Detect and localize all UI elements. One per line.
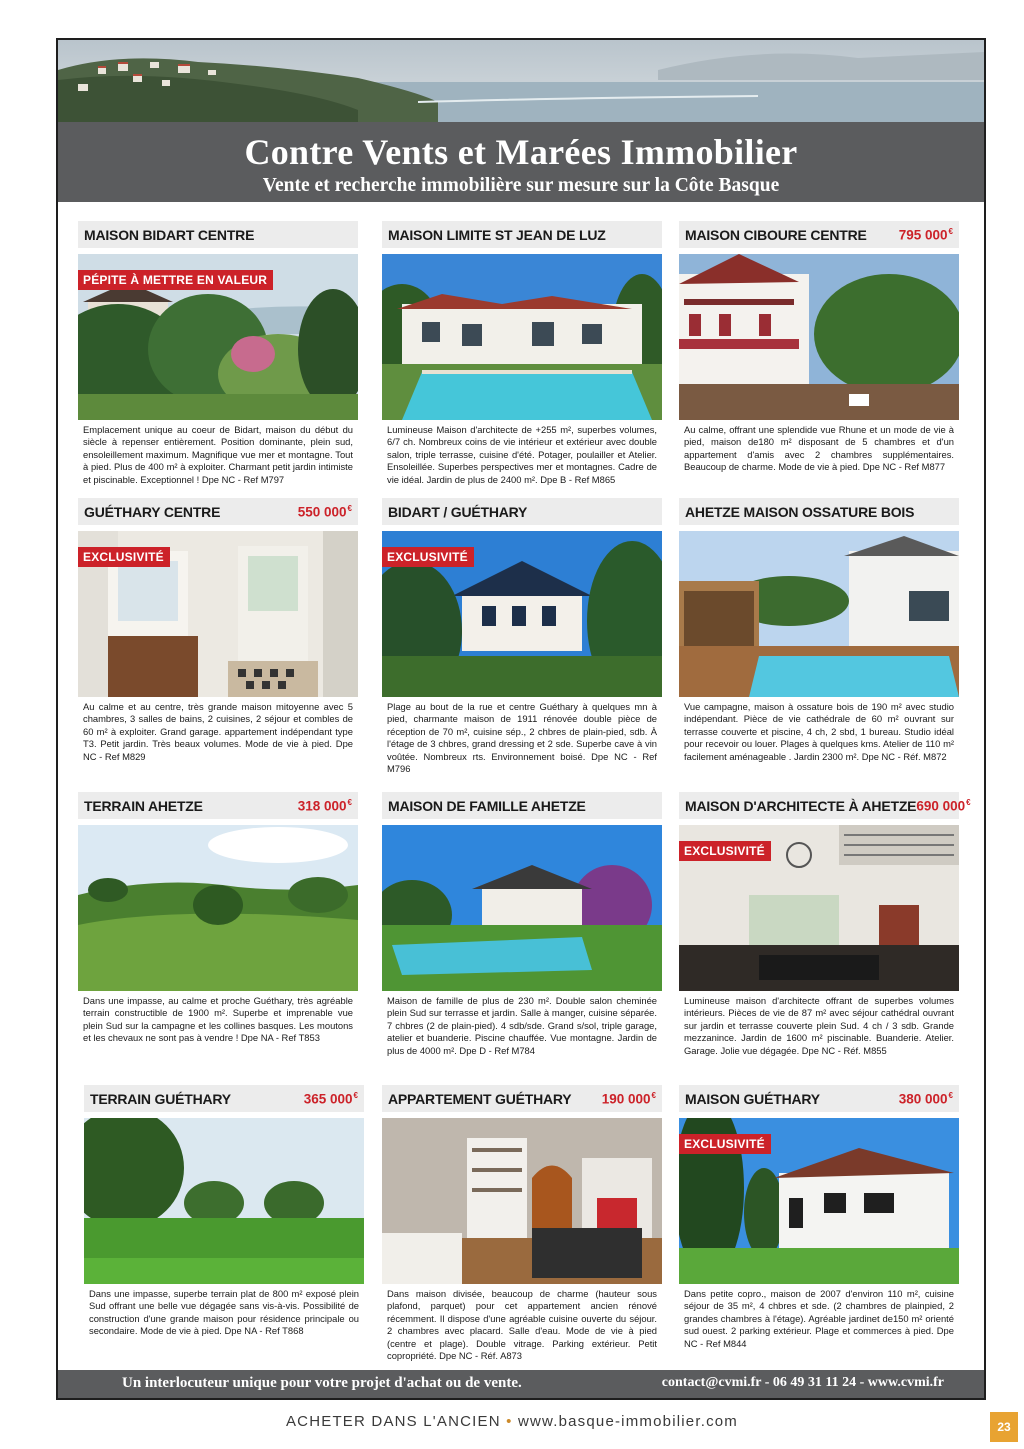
listing-description: Au calme, offrant une splendide vue Rhune et un mode de vie à pied, maison de180 m² disposant de 5 chambres et d'un appartement d'amis avec 2 chambres supplémentaires. Beaucoup de charme. Mode de vie à pied. Dpe NC - Ref M877 (684, 424, 954, 473)
listing-description: Dans petite copro., maison de 2007 d'environ 110 m², cuisine séjour de 35 m², 4 chbres et sde. (2 chambres de plainpied, 2 grandes chambres à l'étage). Agréable jardinet de150 m² orienté sud ouest. 2 parking extérieur. Plage et commerces à pied. Dpe NC - Ref M844 (684, 1288, 954, 1349)
listing-photo[interactable] (679, 1118, 959, 1284)
listing-title: MAISON LIMITE ST JEAN DE LUZ (388, 226, 606, 243)
listing-description: Dans une impasse, au calme et proche Guéthary, très agréable terrain constructible de 1900 m². Superbe et imprenable vue plein Sud sur la campagne et les collines basques. Les moutons et les chevaux ne sont pas à vendre ! Dpe NA - Ref T853 (83, 995, 353, 1044)
listing-card[interactable] (679, 221, 959, 474)
listing-header (382, 1085, 662, 1112)
listing-card[interactable] (382, 498, 662, 775)
listing-card[interactable] (679, 498, 959, 763)
listing-card[interactable] (84, 1085, 364, 1338)
listing-card[interactable] (382, 1085, 662, 1362)
listing-badge: EXCLUSIVITÉ (679, 841, 771, 861)
listing-description: Vue campagne, maison à ossature bois de 190 m² avec studio indépendant. Pièce de vie cathédrale de 60 m² ouvrant sur terrasse couverte et piscine, 4 ch, 2 sbd, 1 bureau. Studio idéal pour recevoir ou louer. Plages à quelques kms. Atelier de 110 m² facilement aménageable . Jardin 2300 m². Dpe NC - Réf. M872 (684, 701, 954, 762)
listing-description: Plage au bout de la rue et centre Guéthary à quelques mn à pied, charmante maison de 1911 rénovée double pièce de réception de 70 m², cuisine sép., 2 chbres de plain-pied, sdb. À l'étage de 3 chbres, grand dressing et 2 sde. Superbe cave à vin voûtée. Nombreux rts. Environnement boisé. Dpe NC - Ref M796 (387, 701, 657, 775)
listing-description: Emplacement unique au coeur de Bidart, maison du début du siècle à repenser entièrement. Position dominante, plein sud, ensoleillement maximum. Magnifique vue mer et montagne. Tout à pied. Plus de 400 m² à exploiter. Charmant petit jardin intimiste et piscinable. Exceptionnel ! Dpe NC - Ref M797 (83, 424, 353, 485)
listing-badge: EXCLUSIVITÉ (78, 547, 170, 567)
listing-header (78, 792, 358, 819)
agency-header (58, 122, 984, 202)
listing-photo[interactable] (679, 825, 959, 991)
listing-card[interactable] (78, 792, 358, 1045)
listing-title: MAISON BIDART CENTRE (84, 226, 255, 243)
listing-header (679, 1085, 959, 1112)
listing-photo[interactable] (382, 531, 662, 697)
listing-card[interactable] (78, 498, 358, 763)
listing-price: 380 000€ (898, 1090, 953, 1107)
listing-photo[interactable] (382, 825, 662, 991)
listing-title: AHETZE MAISON OSSATURE BOIS (685, 503, 915, 520)
listing-price: 690 000€ (916, 797, 971, 814)
listing-badge: EXCLUSIVITÉ (679, 1134, 771, 1154)
listing-header (382, 221, 662, 248)
listing-header (382, 792, 662, 819)
listing-card[interactable] (679, 1085, 959, 1350)
listing-title: TERRAIN AHETZE (84, 797, 203, 814)
listing-price: 365 000€ (303, 1090, 358, 1107)
agency-title: Contre Vents et Marées Immobilier (244, 132, 798, 172)
listing-description: Dans maison divisée, beaucoup de charme (hauteur sous plafond, parquet) pour cet appartement ancien rénové récemment. Il dispose d'une agréable cuisine ouverte du séjour. 2 chambres avec placard. Salle d'eau. Mode de vie à pied (centre et plage). Double vitrage. Parking extérieur. Petit copropriété. Dpe NC - Réf. A873 (387, 1288, 657, 1362)
listing-card[interactable] (382, 792, 662, 1057)
listing-description: Maison de famille de plus de 230 m². Double salon cheminée plein Sud sur terrasse et jardin. Salle à manger, cuisine séparée. 7 chbres (2 de plain-pied). 4 sdb/sde. Grand s/sol, triple garage, atelier et buanderie. Piscine chauffée. Vue montagne. Jardin de plus de 4000 m². Dpe D - Ref M784 (387, 995, 657, 1056)
page-frame (56, 38, 986, 1400)
listing-card[interactable] (78, 221, 358, 486)
listing-photo[interactable] (382, 254, 662, 420)
listing-description: Au calme et au centre, très grande maison mitoyenne avec 5 chambres, 3 salles de bains, 2 cuisines, 2 séjour et combles de 60 m² à exploiter. Grand garage. appartement indépendant type T3. Petit jardin. Très beaux volumes. Mode de vie à pied. Dpe NC - Ref M829 (83, 701, 353, 762)
listing-header (84, 1085, 364, 1112)
listing-photo[interactable] (679, 254, 959, 420)
coastline-banner-photo (58, 40, 984, 122)
listing-description: Lumineuse maison d'architecte offrant de superbes volumes intérieurs. Pièces de vie de 87 m² avec séjour cathédral ouvrant sur jardin et terrasse couverte plein Sud. 4 ch / 3 sdb. Grande mezzanince. Jardin de 1600 m² piscinable. Buanderie. Atelier. Garage. Jolie vue dégagée. Dpe NC - Réf. M855 (684, 995, 954, 1056)
footer-contact[interactable]: contact@cvmi.fr - 06 49 31 11 24 - www.cvmi.fr (661, 1375, 944, 1390)
listing-header (382, 498, 662, 525)
listing-title: BIDART / GUÉTHARY (388, 503, 528, 520)
listing-price: 318 000€ (297, 797, 352, 814)
listing-badge: PÉPITE À METTRE EN VALEUR (78, 270, 273, 290)
listing-badge: EXCLUSIVITÉ (382, 547, 474, 567)
section-title: ACHETER DANS L'ANCIEN (285, 1413, 501, 1430)
listing-title: TERRAIN GUÉTHARY (90, 1090, 231, 1107)
listing-card[interactable] (382, 221, 662, 486)
listing-photo[interactable] (84, 1118, 364, 1284)
listing-title: MAISON D'ARCHITECTE À AHETZE (685, 797, 917, 814)
listing-title: APPARTEMENT GUÉTHARY (388, 1090, 572, 1107)
contact-footer-bar (58, 1370, 984, 1398)
listing-header (679, 221, 959, 248)
listing-photo[interactable] (78, 531, 358, 697)
listing-price: 795 000€ (898, 226, 953, 243)
page-number: 23 (990, 1412, 1018, 1442)
website-link[interactable]: www.basque-immobilier.com (517, 1413, 739, 1430)
listing-title: MAISON GUÉTHARY (685, 1090, 820, 1107)
listing-photo[interactable] (679, 531, 959, 697)
listing-photo[interactable] (382, 1118, 662, 1284)
agency-subtitle: Vente et recherche immobilière sur mesure sur la Côte Basque (262, 175, 780, 196)
listing-price: 550 000€ (297, 503, 352, 520)
listing-title: GUÉTHARY CENTRE (84, 503, 221, 520)
listing-header (679, 792, 971, 819)
listing-description: Dans une impasse, superbe terrain plat de 800 m² exposé plein Sud offrant une belle vue dégagée sans vis-à-vis. Possibilité de construction d'une grande maison pour résidence principale ou secondaire. Mode de vie à pied. Dpe NA - Ref T868 (89, 1288, 359, 1337)
listing-photo[interactable] (78, 825, 358, 991)
listing-header (78, 221, 358, 248)
listing-description: Lumineuse Maison d'architecte de +255 m², superbes volumes, 6/7 ch. Nombreux coins de vie intérieur et extérieur avec double salon, triple terrasse, cuisine d'été. Potager, poulailler et Atelier. Ensoleillée. Superbes perspectives mer et montagnes. Cadre de vie idéal. Jardin de plus de 2400 m². Dpe B - Ref M865 (387, 424, 657, 485)
listing-title: MAISON CIBOURE CENTRE (685, 226, 867, 243)
listing-photo[interactable] (78, 254, 358, 420)
listing-header (78, 498, 358, 525)
listing-title: MAISON DE FAMILLE AHETZE (388, 797, 586, 814)
listing-card[interactable] (679, 792, 971, 1057)
bullet-separator: • (506, 1413, 513, 1430)
footer-tagline: Un interlocuteur unique pour votre projet d'achat ou de vente. (122, 1375, 522, 1391)
page-footer (0, 1413, 1024, 1430)
listing-header (679, 498, 959, 525)
listing-price: 190 000€ (601, 1090, 656, 1107)
